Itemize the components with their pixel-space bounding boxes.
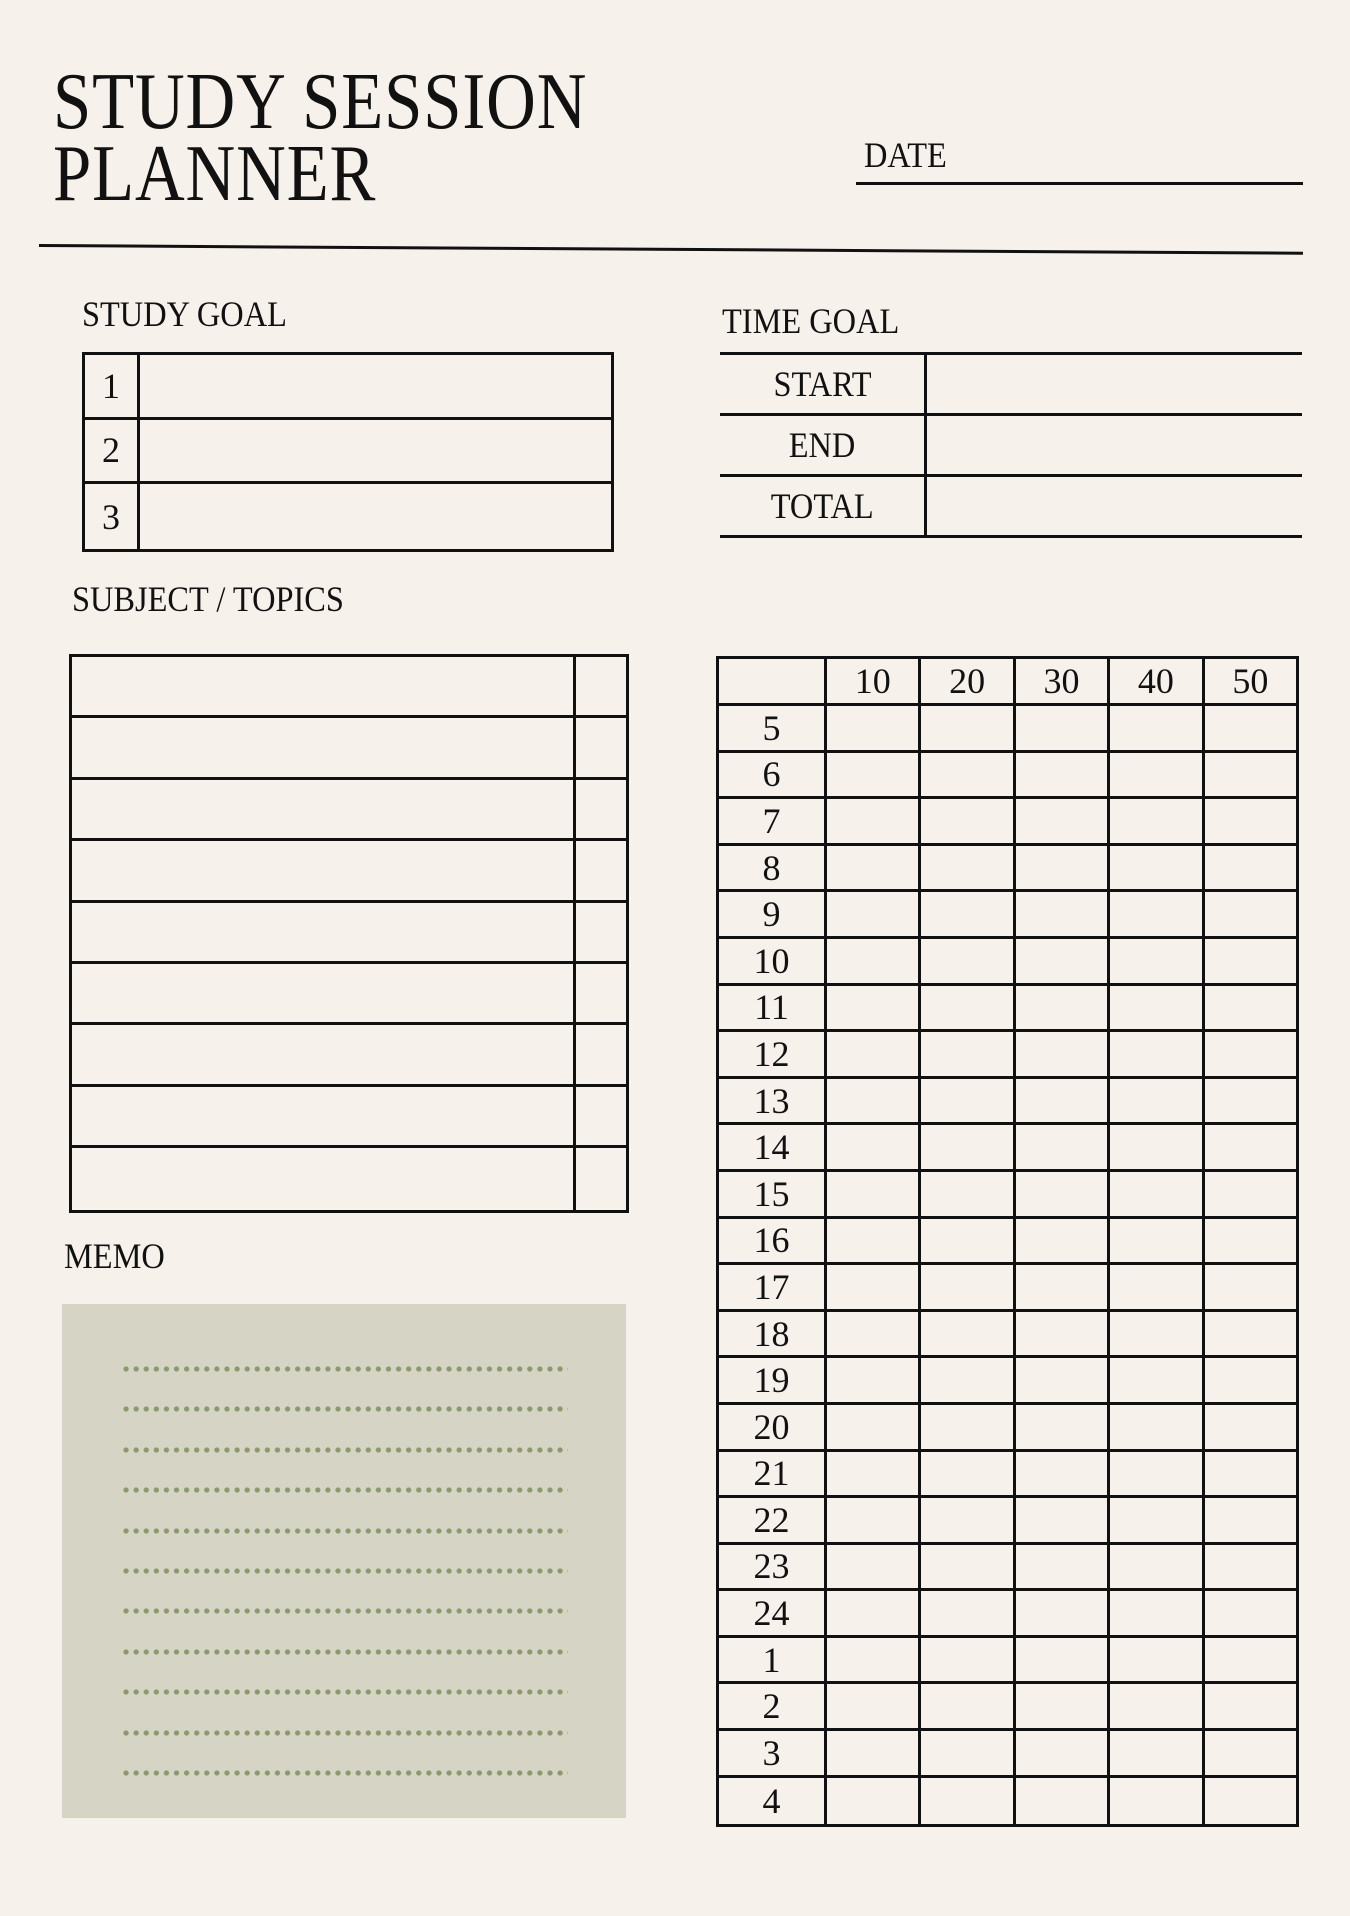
- hour-row: [719, 1358, 1296, 1405]
- hour-label: 9: [719, 892, 827, 936]
- time-slot-cell[interactable]: [921, 1545, 1015, 1589]
- time-slot-cell[interactable]: [1110, 986, 1204, 1030]
- time-slot-cell[interactable]: [1016, 1545, 1110, 1589]
- hour-row: [719, 1778, 1296, 1825]
- time-slot-cell[interactable]: [1205, 939, 1296, 983]
- time-slot-cell[interactable]: [921, 1405, 1015, 1449]
- hour-label: 2: [719, 1684, 827, 1728]
- time-slot-cell[interactable]: [1205, 1312, 1296, 1356]
- time-slot-cell[interactable]: [827, 1125, 921, 1169]
- total-time-field[interactable]: [927, 477, 1302, 535]
- time-slot-cell[interactable]: [1205, 753, 1296, 797]
- minute-header: 50: [1232, 661, 1269, 701]
- time-slot-cell[interactable]: [921, 1498, 1015, 1542]
- subject-topic-field[interactable]: [72, 1148, 576, 1209]
- memo-dotted-line: [121, 1770, 568, 1776]
- time-slot-cell[interactable]: [1110, 799, 1204, 843]
- subject-topics-table: [69, 654, 629, 1213]
- time-slot-cell[interactable]: [1016, 1591, 1110, 1635]
- time-slot-cell[interactable]: [1016, 1498, 1110, 1542]
- time-slot-cell[interactable]: [1205, 1778, 1296, 1825]
- time-slot-cell[interactable]: [827, 753, 921, 797]
- time-slot-cell[interactable]: [1110, 1545, 1204, 1589]
- subject-checkbox[interactable]: [576, 903, 626, 961]
- time-slot-cell[interactable]: [827, 1452, 921, 1496]
- hour-row: [719, 1312, 1296, 1359]
- time-slot-cell[interactable]: [921, 1684, 1015, 1728]
- hour-label: 13: [719, 1079, 827, 1123]
- goal-field-1[interactable]: [140, 355, 611, 420]
- time-slot-cell[interactable]: [827, 1778, 921, 1825]
- time-slot-cell[interactable]: [1016, 1079, 1110, 1123]
- subject-row: [72, 903, 626, 964]
- time-slot-cell[interactable]: [1016, 1731, 1110, 1775]
- subject-topic-field[interactable]: [72, 1087, 576, 1145]
- hour-label: 20: [719, 1405, 827, 1449]
- time-slot-cell[interactable]: [827, 1405, 921, 1449]
- time-slot-cell[interactable]: [921, 706, 1015, 750]
- subject-checkbox[interactable]: [576, 780, 626, 838]
- time-slot-cell[interactable]: [1016, 799, 1110, 843]
- time-slot-cell[interactable]: [827, 1684, 921, 1728]
- hour-row: [719, 986, 1296, 1033]
- time-slot-cell[interactable]: [1016, 1452, 1110, 1496]
- time-slot-cell[interactable]: [921, 846, 1015, 890]
- time-slot-cell[interactable]: [1016, 939, 1110, 983]
- minute-header: 10: [827, 659, 921, 703]
- subject-row: [72, 964, 626, 1025]
- subject-topic-field[interactable]: [72, 1025, 576, 1083]
- subject-checkbox[interactable]: [576, 1148, 626, 1209]
- memo-dotted-line: [121, 1649, 568, 1655]
- time-slot-cell[interactable]: [827, 939, 921, 983]
- hour-row: [719, 706, 1296, 753]
- memo-dotted-line: [121, 1406, 568, 1412]
- goal-number: 2: [85, 420, 140, 485]
- time-slot-cell[interactable]: [921, 1452, 1015, 1496]
- memo-dotted-line: [121, 1608, 568, 1614]
- hour-row: [719, 1731, 1296, 1778]
- time-slot-cell[interactable]: [1110, 706, 1204, 750]
- minute-header: 30: [1016, 659, 1110, 703]
- hour-row: [719, 1591, 1296, 1638]
- hour-row: [719, 1219, 1296, 1266]
- subject-checkbox[interactable]: [576, 657, 626, 715]
- time-slot-cell[interactable]: [1110, 939, 1204, 983]
- time-slot-cell[interactable]: [827, 846, 921, 890]
- memo-dotted-line: [121, 1568, 568, 1574]
- time-slot-cell[interactable]: [1016, 1312, 1110, 1356]
- time-slot-cell[interactable]: [921, 1591, 1015, 1635]
- time-slot-cell[interactable]: [1205, 986, 1296, 1030]
- time-slot-cell[interactable]: [1110, 892, 1204, 936]
- goal-number: 1: [85, 355, 140, 420]
- time-goal-row-total: [720, 477, 1302, 538]
- date-label: DATE: [864, 135, 947, 175]
- time-slot-cell[interactable]: [827, 1079, 921, 1123]
- subject-row: [72, 780, 626, 841]
- hour-row: [719, 939, 1296, 986]
- time-slot-cell[interactable]: [1016, 846, 1110, 890]
- time-slot-cell[interactable]: [827, 1312, 921, 1356]
- hour-label: 4: [719, 1778, 827, 1825]
- time-slot-cell[interactable]: [1205, 1125, 1296, 1169]
- time-slot-cell[interactable]: [1016, 1684, 1110, 1728]
- time-slot-cell[interactable]: [921, 1638, 1015, 1682]
- subject-row: [72, 657, 626, 718]
- time-slot-cell[interactable]: [1110, 1172, 1204, 1216]
- time-slot-cell[interactable]: [1205, 1684, 1296, 1728]
- grid-header-row: [719, 659, 1296, 706]
- hour-label: 11: [719, 986, 827, 1030]
- title-line-1: STUDY SESSION: [53, 58, 588, 146]
- time-slot-cell[interactable]: [1016, 892, 1110, 936]
- time-slot-cell[interactable]: [1110, 1731, 1204, 1775]
- time-slot-cell[interactable]: [1205, 1638, 1296, 1682]
- time-slot-cell[interactable]: [827, 706, 921, 750]
- goal-field-2[interactable]: [140, 420, 611, 485]
- time-slot-cell[interactable]: [1205, 1452, 1296, 1496]
- subject-topic-field[interactable]: [72, 903, 576, 961]
- subject-topic-field[interactable]: [72, 841, 576, 899]
- subject-checkbox[interactable]: [576, 1087, 626, 1145]
- hour-label: 5: [719, 706, 827, 750]
- hour-label: 16: [719, 1219, 827, 1263]
- subject-row: [72, 718, 626, 779]
- time-slot-cell[interactable]: [827, 892, 921, 936]
- hour-row: [719, 846, 1296, 893]
- time-slot-cell[interactable]: [921, 986, 1015, 1030]
- time-slot-cell[interactable]: [827, 1172, 921, 1216]
- hour-label: 6: [719, 753, 827, 797]
- subject-row: [72, 1148, 626, 1209]
- time-slot-cell[interactable]: [827, 799, 921, 843]
- minute-header: 20: [921, 659, 1015, 703]
- time-slot-cell[interactable]: [1016, 1638, 1110, 1682]
- hour-label: 7: [719, 799, 827, 843]
- header-divider: [39, 244, 1303, 255]
- hour-row: [719, 1638, 1296, 1685]
- time-slot-cell[interactable]: [827, 1265, 921, 1309]
- subject-topic-field[interactable]: [72, 964, 576, 1022]
- memo-dotted-line: [121, 1366, 568, 1372]
- time-slot-cell[interactable]: [1110, 1358, 1204, 1402]
- time-slot-cell[interactable]: [1016, 1032, 1110, 1076]
- time-slot-cell[interactable]: [1110, 1405, 1204, 1449]
- time-slot-cell[interactable]: [827, 1032, 921, 1076]
- time-slot-cell[interactable]: [921, 1778, 1015, 1825]
- time-slot-cell[interactable]: [827, 1638, 921, 1682]
- time-slot-cell[interactable]: [1205, 1545, 1296, 1589]
- time-goal-key: START: [772, 364, 872, 404]
- subject-row: [72, 1025, 626, 1086]
- hour-label: 24: [719, 1591, 827, 1635]
- time-slot-cell[interactable]: [1016, 1405, 1110, 1449]
- time-slot-cell[interactable]: [1016, 753, 1110, 797]
- memo-dotted-line: [121, 1447, 568, 1453]
- time-slot-cell[interactable]: [1205, 1219, 1296, 1263]
- time-slot-cell[interactable]: [1205, 706, 1296, 750]
- hour-row: [719, 1125, 1296, 1172]
- hour-label: 21: [719, 1452, 827, 1496]
- hour-label: 17: [719, 1265, 827, 1309]
- minute-header: 40: [1110, 659, 1204, 703]
- hour-row: [719, 1079, 1296, 1126]
- hour-row: [719, 1405, 1296, 1452]
- time-slot-cell[interactable]: [1016, 1219, 1110, 1263]
- hour-row: [719, 1172, 1296, 1219]
- time-slot-cell[interactable]: [1205, 892, 1296, 936]
- memo-dotted-line: [121, 1487, 568, 1493]
- time-slot-cell[interactable]: [921, 1265, 1015, 1309]
- time-goal-row-start: [720, 355, 1302, 416]
- title-line-2: PLANNER: [53, 130, 377, 218]
- study-goal-table: [82, 352, 614, 552]
- time-slot-cell[interactable]: [921, 1219, 1015, 1263]
- time-slot-cell[interactable]: [827, 1591, 921, 1635]
- hour-row: [719, 1452, 1296, 1499]
- time-slot-cell[interactable]: [921, 939, 1015, 983]
- time-slot-cell[interactable]: [1110, 1591, 1204, 1635]
- time-slot-cell[interactable]: [827, 1731, 921, 1775]
- time-slot-cell[interactable]: [1205, 1405, 1296, 1449]
- time-slot-cell[interactable]: [1205, 799, 1296, 843]
- time-slot-cell[interactable]: [921, 1125, 1015, 1169]
- hour-row: [719, 892, 1296, 939]
- subject-checkbox[interactable]: [576, 718, 626, 776]
- time-slot-cell[interactable]: [921, 1731, 1015, 1775]
- time-slot-cell[interactable]: [1205, 1498, 1296, 1542]
- time-slot-cell[interactable]: [1110, 1125, 1204, 1169]
- time-slot-cell[interactable]: [1205, 1032, 1296, 1076]
- time-slot-cell[interactable]: [1205, 1079, 1296, 1123]
- hour-row: [719, 799, 1296, 846]
- time-slot-cell[interactable]: [1110, 1498, 1204, 1542]
- time-slot-cell[interactable]: [921, 1032, 1015, 1076]
- start-time-field[interactable]: [927, 355, 1302, 413]
- memo-dotted-line: [121, 1730, 568, 1736]
- goal-field-3[interactable]: [140, 484, 611, 549]
- hour-row: [719, 753, 1296, 800]
- time-slot-cell[interactable]: [1110, 1452, 1204, 1496]
- hour-label: 15: [719, 1172, 827, 1216]
- time-slot-cell[interactable]: [1205, 1265, 1296, 1309]
- subject-topic-field[interactable]: [72, 657, 576, 715]
- time-slot-cell[interactable]: [1110, 1219, 1204, 1263]
- hour-label: 19: [719, 1358, 827, 1402]
- time-slot-cell[interactable]: [1205, 1591, 1296, 1635]
- subject-topic-field[interactable]: [72, 718, 576, 776]
- time-slot-cell[interactable]: [1205, 1172, 1296, 1216]
- subject-checkbox[interactable]: [576, 964, 626, 1022]
- time-slot-cell[interactable]: [1016, 1172, 1110, 1216]
- subject-row: [72, 841, 626, 902]
- memo-dotted-line: [121, 1689, 568, 1695]
- memo-heading: MEMO: [64, 1236, 165, 1276]
- study-goal-heading: STUDY GOAL: [82, 294, 287, 334]
- time-slot-cell[interactable]: [1110, 753, 1204, 797]
- subject-checkbox[interactable]: [576, 841, 626, 899]
- hour-label: 3: [719, 1731, 827, 1775]
- hour-label: 23: [719, 1545, 827, 1589]
- time-slot-cell[interactable]: [1110, 846, 1204, 890]
- hour-label: 18: [719, 1312, 827, 1356]
- subject-row: [72, 1087, 626, 1148]
- time-slot-cell[interactable]: [1016, 706, 1110, 750]
- time-slot-cell[interactable]: [1110, 1638, 1204, 1682]
- time-slot-cell[interactable]: [1016, 1778, 1110, 1825]
- hour-label: 8: [719, 846, 827, 890]
- time-slot-cell[interactable]: [1016, 1265, 1110, 1309]
- time-slot-cell[interactable]: [1205, 1358, 1296, 1402]
- time-goal-key: TOTAL: [770, 486, 874, 526]
- time-slot-cell[interactable]: [1110, 1778, 1204, 1825]
- time-slot-cell[interactable]: [921, 1312, 1015, 1356]
- date-field[interactable]: [856, 182, 1303, 185]
- time-slot-cell[interactable]: [921, 892, 1015, 936]
- subject-topic-field[interactable]: [72, 780, 576, 838]
- time-slot-cell[interactable]: [1205, 846, 1296, 890]
- time-slot-cell[interactable]: [1110, 1265, 1204, 1309]
- time-tracking-grid: [716, 656, 1299, 1827]
- grid-corner-cell: [719, 659, 827, 703]
- time-slot-cell[interactable]: [827, 1545, 921, 1589]
- time-slot-cell[interactable]: [921, 1172, 1015, 1216]
- time-slot-cell[interactable]: [921, 1079, 1015, 1123]
- time-slot-cell[interactable]: [1016, 986, 1110, 1030]
- hour-row: [719, 1545, 1296, 1592]
- time-slot-cell[interactable]: [1016, 1125, 1110, 1169]
- time-slot-cell[interactable]: [827, 1358, 921, 1402]
- goal-number: 3: [85, 484, 140, 549]
- time-slot-cell[interactable]: [1110, 1032, 1204, 1076]
- memo-dotted-line: [121, 1528, 568, 1534]
- time-slot-cell[interactable]: [1110, 1079, 1204, 1123]
- time-slot-cell[interactable]: [1205, 1731, 1296, 1775]
- memo-area[interactable]: [62, 1304, 626, 1818]
- time-slot-cell[interactable]: [827, 1219, 921, 1263]
- time-slot-cell[interactable]: [827, 986, 921, 1030]
- hour-label: 1: [719, 1638, 827, 1682]
- page-title: [53, 58, 588, 218]
- hour-label: 14: [719, 1125, 827, 1169]
- time-slot-cell[interactable]: [1110, 1684, 1204, 1728]
- time-goal-key: END: [788, 425, 856, 465]
- subject-checkbox[interactable]: [576, 1025, 626, 1083]
- time-goal-heading: TIME GOAL: [722, 301, 900, 341]
- time-slot-cell[interactable]: [1016, 1358, 1110, 1402]
- hour-row: [719, 1265, 1296, 1312]
- time-slot-cell[interactable]: [1110, 1312, 1204, 1356]
- hour-label: 22: [719, 1498, 827, 1542]
- hour-label: 10: [719, 939, 827, 983]
- time-slot-cell[interactable]: [827, 1498, 921, 1542]
- end-time-field[interactable]: [927, 416, 1302, 474]
- time-slot-cell[interactable]: [921, 799, 1015, 843]
- hour-row: [719, 1498, 1296, 1545]
- hour-label: 12: [719, 1032, 827, 1076]
- hour-row: [719, 1684, 1296, 1731]
- time-slot-cell[interactable]: [921, 1358, 1015, 1402]
- time-goal-row-end: [720, 416, 1302, 477]
- subject-topics-heading: SUBJECT / TOPICS: [72, 579, 344, 619]
- hour-row: [719, 1032, 1296, 1079]
- time-goal-table: [720, 352, 1302, 536]
- time-slot-cell[interactable]: [921, 753, 1015, 797]
